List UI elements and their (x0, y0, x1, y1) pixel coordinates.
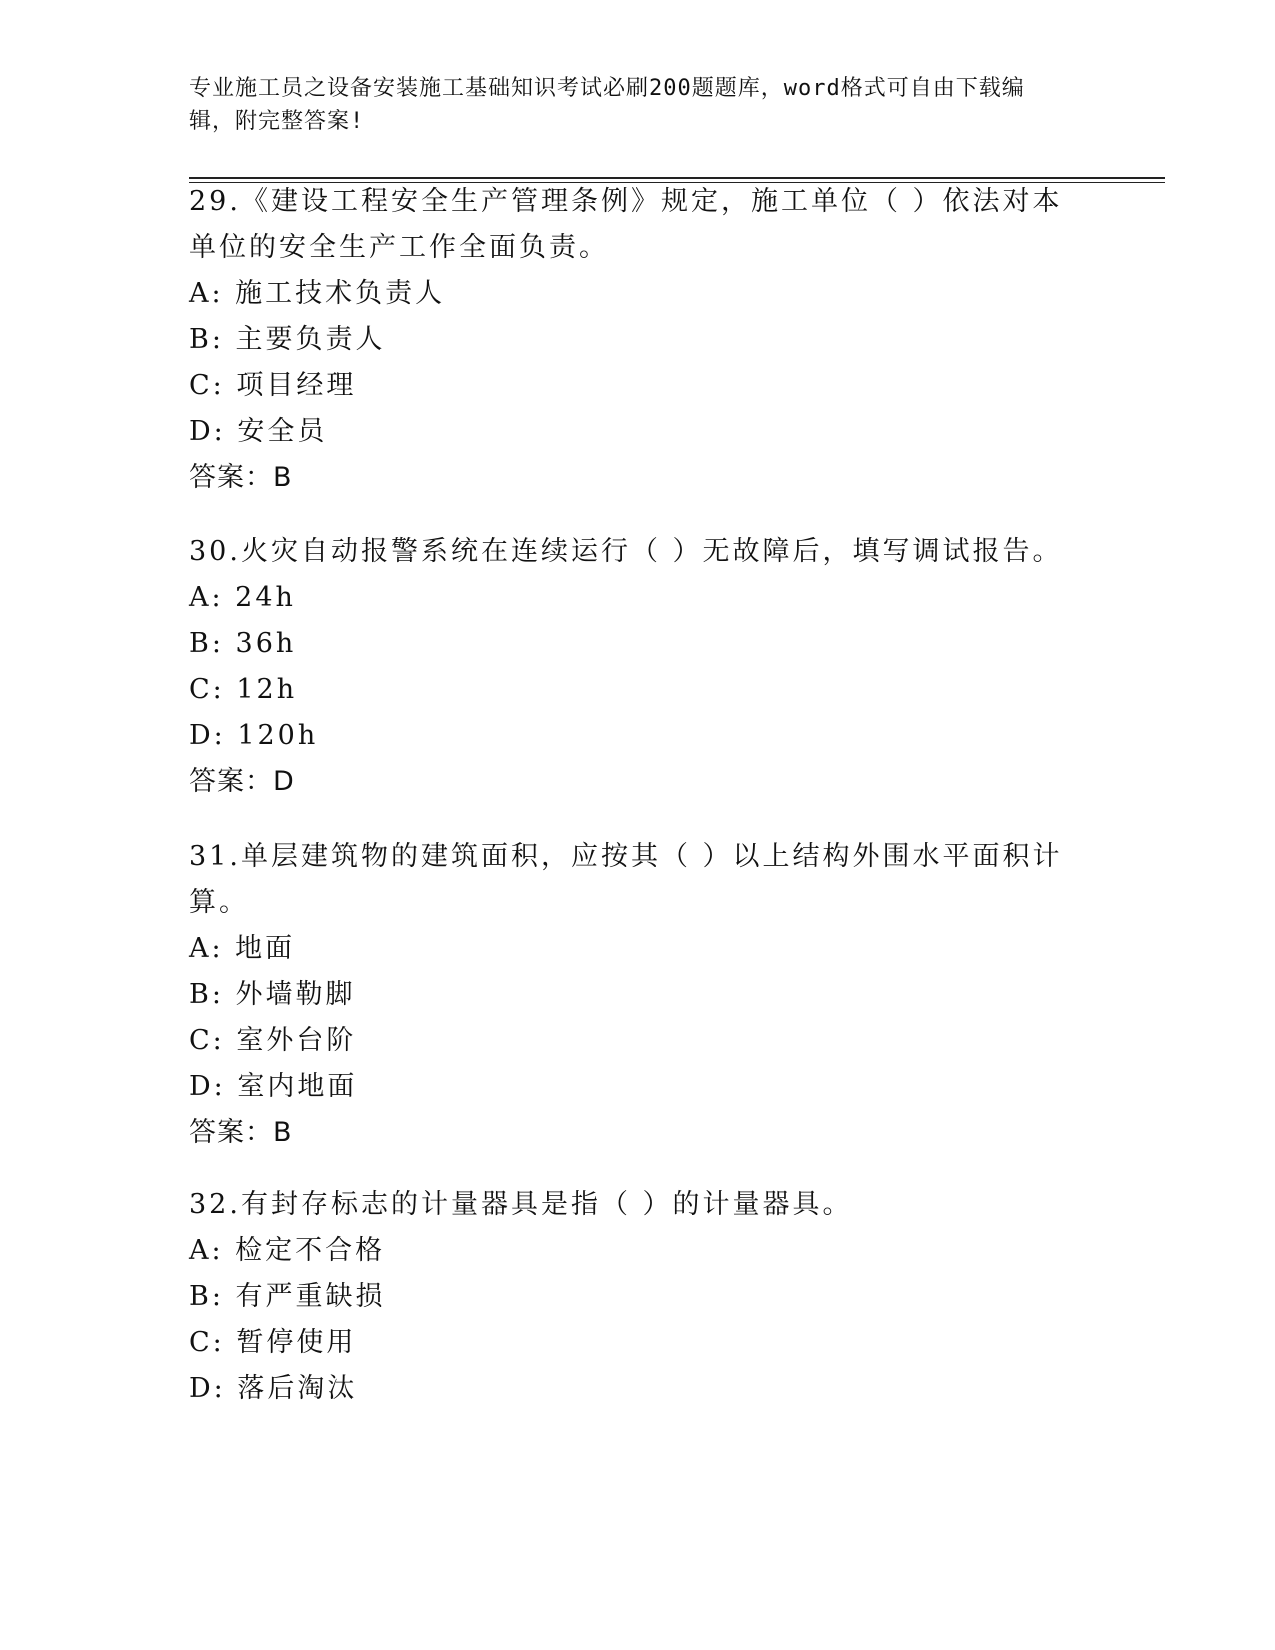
option-d: D: 室内地面 (189, 1071, 358, 1102)
option-a: A: 施工技术负责人 (189, 278, 446, 309)
question-text: 32.有封存标志的计量器具是指（ ）的计量器具。 (189, 1189, 853, 1220)
option-a: A: 检定不合格 (189, 1235, 386, 1266)
option-c: C: 12h (189, 674, 298, 705)
option-c: C: 项目经理 (189, 370, 357, 401)
option-b: B: 外墙勒脚 (189, 979, 356, 1010)
question-31 (189, 834, 1069, 1156)
option-b: B: 主要负责人 (189, 324, 386, 355)
answer: 答案：B (189, 462, 293, 493)
option-a: A: 地面 (189, 933, 296, 964)
option-a: A: 24h (189, 582, 296, 613)
question-text: 30.火灾自动报警系统在连续运行（ ）无故障后，填写调试报告。 (189, 536, 1063, 567)
question-text: 31.单层建筑物的建筑面积，应按其（ ）以上结构外围水平面积计算。 (189, 841, 1063, 918)
answer: 答案：B (189, 1117, 293, 1148)
document-header: 专业施工员之设备安装施工基础知识考试必刷200题题库，word格式可自由下载编辑，附完整答案! (189, 76, 1025, 134)
option-c: C: 室外台阶 (189, 1025, 357, 1056)
question-30 (189, 529, 1069, 805)
question-29 (189, 179, 1069, 501)
option-d: D: 120h (189, 720, 319, 751)
option-b: B: 有严重缺损 (189, 1281, 386, 1312)
option-d: D: 安全员 (189, 416, 328, 447)
option-c: C: 暂停使用 (189, 1327, 357, 1358)
option-d: D: 落后淘汰 (189, 1373, 358, 1404)
option-b: B: 36h (189, 628, 297, 659)
answer: 答案：D (189, 766, 295, 797)
question-32 (189, 1182, 1069, 1412)
question-text: 29.《建设工程安全生产管理条例》规定，施工单位（ ）依法对本单位的安全生产工作全面负责。 (189, 186, 1063, 263)
